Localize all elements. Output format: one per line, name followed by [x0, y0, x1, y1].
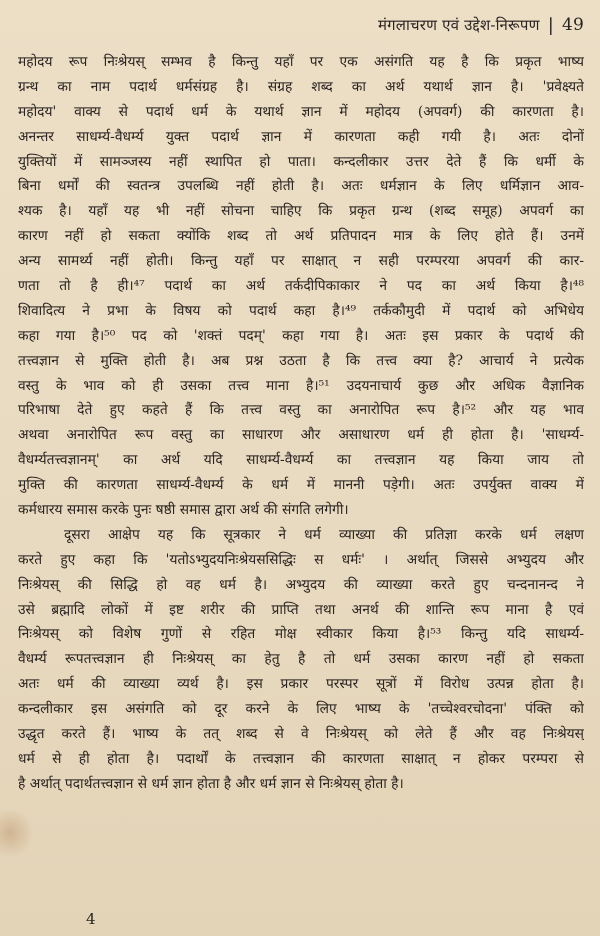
text-line: अनन्तर साधर्म्य-वैधर्म्य युक्त पदार्थ ज्ञान में कारणता कही गयी है। अतः दोनों — [18, 128, 584, 145]
chapter-title: मंगलाचरण एवं उद्देश-निरूपण — [377, 16, 540, 34]
text-line: है अर्थात् पदार्थतत्त्वज्ञान से धर्म ज्ञान होता है और धर्म ज्ञान से निःश्रेयस् होता है। — [18, 775, 404, 792]
text-line: उसे ब्रह्मादि लोकों में इष्ट शरीर की प्राप्ति तथा अनर्थ की शान्ति रूप माना है एवं — [18, 601, 584, 618]
text-line: महोदय' वाक्य से पदार्थ धर्म के यथार्थ ज्ञान में महोदय (अपवर्ग) की कारणता है। — [18, 103, 584, 120]
header-separator: | — [547, 14, 554, 36]
paragraph — [18, 50, 584, 523]
text-line: तत्त्वज्ञान से मुक्ति होती है। अब प्रश्न उठता है कि तत्त्व क्या है? आचार्य ने प्रत्येक — [18, 352, 584, 369]
text-line: वैधर्म्य रूपतत्त्वज्ञान ही निःश्रेयस् का हेतु है तो धर्म उसका कारण नहीं हो सकता — [18, 651, 584, 668]
text-line: निःश्रेयस् को विशेष गुणों से रहित मोक्ष स्वीकार किया है।⁵³ किन्तु यदि साधर्म्य- — [18, 626, 584, 643]
text-line: उद्धृत करते हैं। भाष्य के तत् शब्द से वे निःश्रेयस् को लेते हैं और वह निःश्रेयस् — [18, 726, 584, 743]
text-line: कन्दलीकार इस असंगति को दूर करने के लिए भाष्य के 'तच्चेश्वरचोदना' पंक्ति को — [18, 701, 584, 718]
body-text — [18, 50, 584, 797]
text-line: ग्रन्थ का नाम पदार्थ धर्मसंग्रह है। संग्रह शब्द का अर्थ यथार्थ ज्ञान है। 'प्रवेक्ष्यते — [18, 78, 584, 95]
folio-number: 4 — [86, 910, 96, 928]
paragraph — [18, 523, 584, 797]
text-line: धर्म से ही होता है। पदार्थों के तत्त्वज्ञान की कारणता साक्षात् न होकर परम्परा से — [18, 750, 584, 767]
text-line: बिना धर्मों की स्वतन्त्र उपलब्धि नहीं होती है। अतः धर्मज्ञान के लिए धर्मिज्ञान आव- — [18, 178, 584, 195]
page-number: 49 — [561, 15, 584, 35]
text-line: महोदय रूप निःश्रेयस् सम्भव है किन्तु यहाँ पर एक असंगति यह है कि प्रकृत भाष्य — [18, 54, 584, 70]
text-line: अथवा अनारोपित रूप वस्तु का साधारण और असाधारण धर्म ही होता है। 'साधर्म्य- — [18, 427, 584, 444]
text-line: करते हुए कहा कि 'यतोऽभ्युदयनिःश्रेयससिद्धिः स धर्मः' । अर्थात् जिससे अभ्युदय और — [18, 551, 584, 568]
text-line: शिवादित्य ने प्रभा के विषय को पदार्थ कहा है।⁴⁹ तर्ककौमुदी में पदार्थ को अभिधेय — [18, 302, 584, 319]
text-line: अतः धर्म की व्याख्या व्यर्थ है। इस प्रकार परस्पर सूत्रों में विरोध उत्पन्न होता है। — [18, 676, 584, 693]
text-line: कारण नहीं हो सकता क्योंकि शब्द तो अर्थ प्रतिपादन मात्र के लिए होते हैं। उनमें — [18, 228, 584, 245]
page-stain — [0, 808, 34, 858]
text-line: वस्तु के भाव को ही उसका तत्त्व माना है।⁵¹ उदयनाचार्य कुछ और अधिक वैज्ञानिक — [18, 377, 584, 394]
text-line: श्यक है। यहाँ यह भी नहीं सोचना चाहिए कि प्रकृत ग्रन्थ (शब्द समूह) अपवर्ग का — [18, 203, 584, 220]
text-line: णता तो है ही।⁴⁷ पदार्थ का अर्थ तर्कदीपिकाकार ने पद का अर्थ किया है।⁴⁸ — [18, 278, 584, 295]
text-line: कर्मधारय समास करके पुनः षष्ठी समास द्वारा अर्थ की संगति लगेगी। — [18, 502, 349, 519]
text-line: युक्तियों में सामञ्जस्य नहीं स्थापित हो पाता। कन्दलीकार उत्तर देते हैं कि धर्मी के — [18, 153, 584, 170]
text-line: वैधर्म्यतत्त्वज्ञानम्' का अर्थ यदि साधर्म्य-वैधर्म्य का तत्त्वज्ञान यह किया जाय तो — [18, 452, 584, 469]
text-line: निःश्रेयस् की सिद्धि हो वह धर्म है। अभ्युदय की व्याख्या करते हुए चन्दनानन्द ने — [18, 576, 584, 593]
text-line: दूसरा आक्षेप यह कि सूत्रकार ने धर्म व्याख्या की प्रतिज्ञा करके धर्म लक्षण — [64, 526, 584, 543]
text-line: मुक्ति की कारणता साधर्म्य-वैधर्म्य के धर्म में माननी पड़ेगी। अतः उपर्युक्त वाक्य में — [18, 477, 584, 494]
text-line: कहा गया है।⁵⁰ पद को 'शक्तं पदम्' कहा गया है। अतः इस प्रकार के पदार्थ की — [18, 327, 584, 344]
text-line: परिभाषा देते हुए कहते हैं कि तत्त्व वस्तु का अनारोपित रूप है।⁵² और यह भाव — [18, 402, 584, 419]
running-header — [18, 10, 584, 40]
text-line: अन्य सामर्थ्य नहीं होती। किन्तु यहाँ पर साक्षात् न सही परम्परया अपवर्ग की कार- — [18, 253, 584, 270]
